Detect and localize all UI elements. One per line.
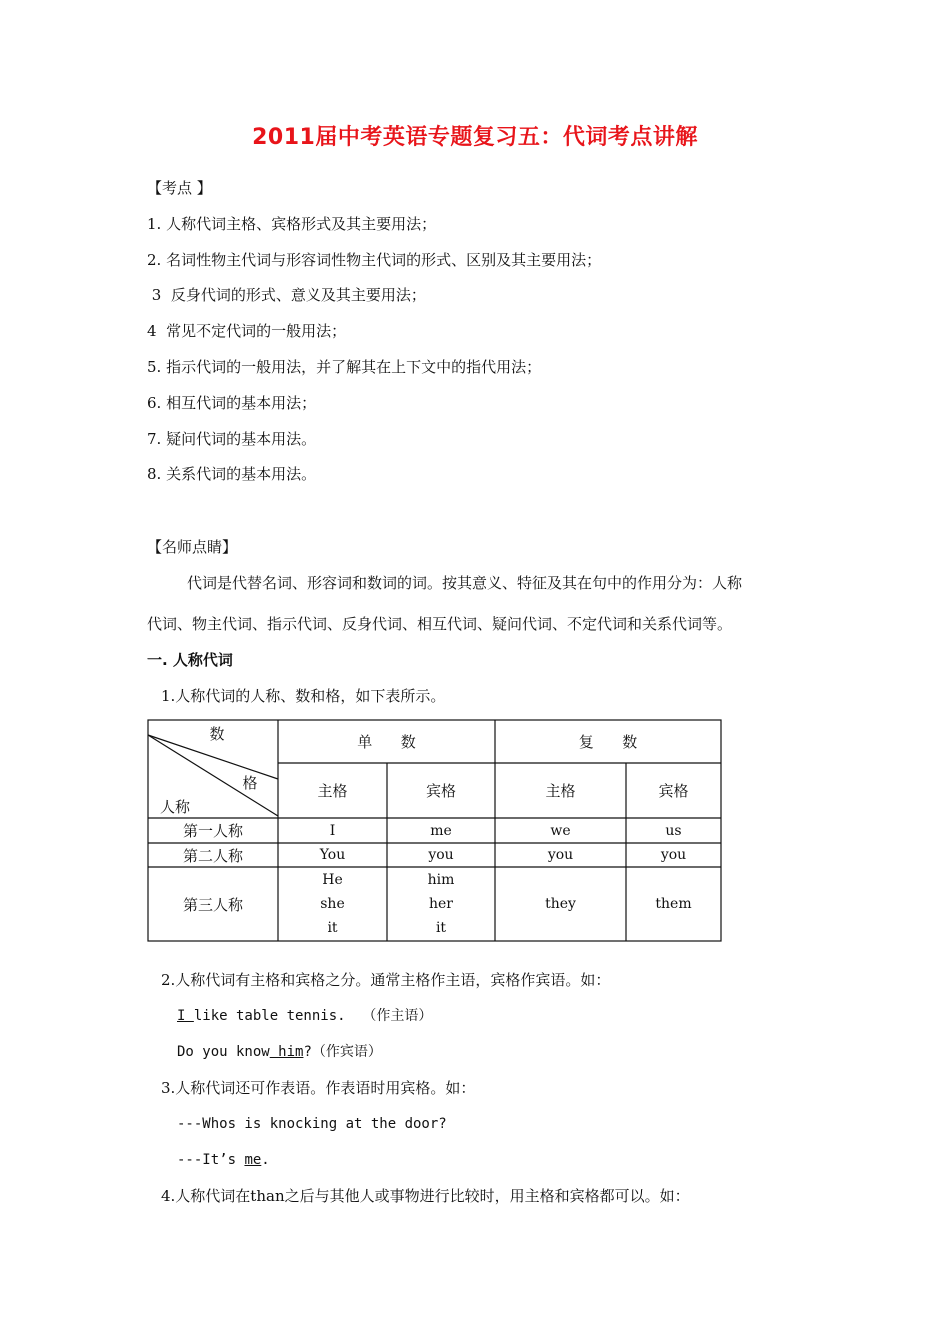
example-sentence-3: ---Whos is knocking at the door? bbox=[177, 1116, 447, 1132]
header-object-case: 宾格 bbox=[425, 782, 456, 800]
example-sentence-4 bbox=[177, 1150, 270, 1170]
header-object-case: 宾格 bbox=[658, 782, 689, 800]
table-cell: we bbox=[550, 822, 571, 839]
table-cell: me bbox=[430, 822, 452, 839]
corner-label-case: 格 bbox=[242, 773, 258, 792]
table-cell: they bbox=[545, 896, 576, 912]
row-label: 第二人称 bbox=[182, 846, 243, 865]
paragraph-1: 1.人称代词的人称、数和格，如下表所示。 bbox=[161, 687, 446, 705]
kaodian-item: 7. 疑问代词的基本用法。 bbox=[147, 430, 317, 448]
table-cell-stack bbox=[278, 867, 387, 941]
header-singular: 单 数 bbox=[357, 733, 416, 751]
row-label: 第一人称 bbox=[182, 822, 243, 840]
table-cell: He bbox=[322, 872, 343, 888]
kaodian-item: 4 常见不定代词的一般用法； bbox=[147, 322, 347, 340]
section-heading: 一. 人称代词 bbox=[147, 651, 233, 669]
example-sentence-2 bbox=[177, 1042, 382, 1062]
kaodian-item: 3 反身代词的形式、意义及其主要用法； bbox=[147, 286, 426, 304]
example-text: ?（作宾语） bbox=[303, 1044, 382, 1060]
pronoun-table bbox=[147, 719, 722, 942]
table-cell: her bbox=[429, 896, 453, 912]
table-cell: him bbox=[427, 872, 455, 888]
kaodian-item: 1. 人称代词主格、宾格形式及其主要用法； bbox=[147, 215, 437, 233]
table-cell: it bbox=[435, 920, 447, 936]
document-title: 2011届中考英语专题复习五：代词考点讲解 bbox=[252, 125, 698, 150]
underlined-word: him bbox=[269, 1044, 304, 1060]
table-cell: you bbox=[428, 847, 454, 863]
header-subject-case: 主格 bbox=[545, 782, 576, 800]
table-cell: I bbox=[329, 822, 336, 839]
table-cell: them bbox=[655, 896, 692, 912]
paragraph-3: 3.人称代词还可作表语。作表语时用宾格。如： bbox=[161, 1079, 476, 1097]
corner-label-person: 人称 bbox=[159, 797, 190, 816]
mingshi-paragraph-line1: 代词是代替名词、形容词和数词的词。按其意义、特征及其在句中的作用分为：人称 bbox=[187, 574, 743, 592]
paragraph-4: 4.人称代词在than之后与其他人或事物进行比较时，用主格和宾格都可以。如： bbox=[161, 1187, 690, 1205]
mingshi-heading: 【名师点睛】 bbox=[147, 538, 238, 556]
kaodian-item: 6. 相互代词的基本用法； bbox=[147, 394, 317, 412]
table-cell: us bbox=[665, 822, 682, 839]
example-text: Do you know bbox=[177, 1044, 270, 1060]
row-label: 第三人称 bbox=[182, 895, 243, 914]
table-cell: you bbox=[660, 847, 687, 863]
example-sentence-1 bbox=[177, 1006, 432, 1026]
paragraph-2: 2.人称代词有主格和宾格之分。通常主格作主语，宾格作宾语。如： bbox=[161, 971, 611, 989]
kaodian-item: 8. 关系代词的基本用法。 bbox=[147, 465, 317, 483]
mingshi-paragraph-line2: 代词、物主代词、指示代词、反身代词、相互代词、疑问代词、不定代词和关系代词等。 bbox=[147, 615, 733, 633]
kaodian-item: 5. 指示代词的一般用法，并了解其在上下文中的指代用法； bbox=[147, 358, 542, 376]
table-cell-stack bbox=[387, 867, 495, 941]
example-text: . bbox=[261, 1152, 270, 1168]
table-cell: it bbox=[327, 920, 338, 936]
header-plural: 复 数 bbox=[578, 733, 638, 751]
corner-label-number: 数 bbox=[209, 724, 225, 743]
table-cell: You bbox=[319, 847, 346, 863]
underlined-word: I bbox=[177, 1008, 194, 1024]
kaodian-heading: 【考点 】 bbox=[147, 179, 212, 197]
table-cell: she bbox=[320, 896, 345, 912]
table-cell: you bbox=[547, 847, 574, 863]
header-subject-case: 主格 bbox=[317, 782, 348, 800]
underlined-word: me bbox=[244, 1152, 262, 1168]
example-text: ---It’s bbox=[177, 1152, 245, 1168]
example-text: like table tennis. （作主语） bbox=[193, 1008, 433, 1024]
kaodian-item: 2. 名词性物主代词与形容词性物主代词的形式、区别及其主要用法； bbox=[147, 251, 602, 269]
